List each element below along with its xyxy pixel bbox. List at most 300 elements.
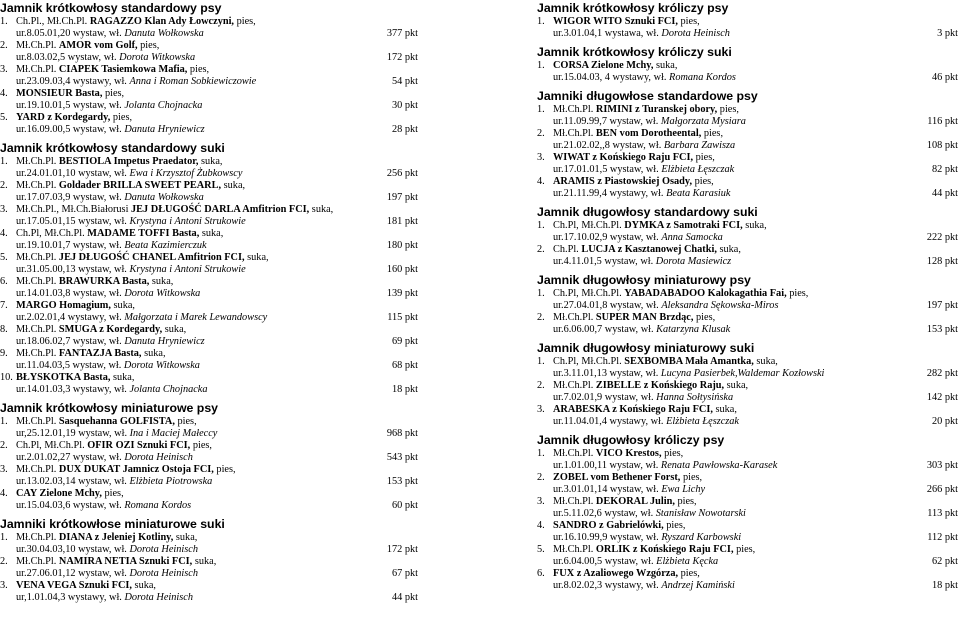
birth-and-shows: ur.3.01.01,14 wystaw, wł. (553, 484, 662, 495)
points: 153 pkt (926, 324, 958, 335)
ranking-entry (537, 244, 958, 268)
dog-name: Sasquehanna GOLFISTA, (58, 416, 175, 427)
entry-line-owner (537, 556, 958, 568)
points: 44 pkt (931, 188, 958, 199)
dog-sex: pies, (102, 88, 125, 99)
dog-titles: Ch.Pl, Mł.Ch.Pl. (553, 220, 625, 231)
section-title: Jamnik krótkowłosy króliczy psy (537, 1, 729, 15)
owner-name: Jolanta Chojnacka (129, 384, 208, 395)
entry-line-dog (0, 40, 418, 52)
rank-number: 2. (537, 312, 545, 323)
owner-name: Danuta Wołkowska (124, 28, 204, 39)
points: 142 pkt (926, 392, 958, 403)
owner-name: Barbara Zawisza (663, 140, 736, 151)
entry-line-dog (537, 176, 958, 188)
rank-number: 1. (537, 16, 545, 27)
entry-line-owner (537, 392, 958, 404)
owner-name: Beata Karasiuk (666, 188, 731, 199)
birth-and-shows: ur.17.05.01,15 wystaw, wł. (16, 216, 130, 227)
dog-name: MADAME TOFFI Basta, (87, 228, 200, 239)
rank-number: 2. (0, 40, 8, 51)
dog-sex: suka, (173, 532, 198, 543)
dog-name: CIAPEK Tasiemkowa Mafia, (58, 64, 188, 75)
dog-name: WIWAT z Końskiego Raju FCI, (553, 152, 694, 163)
rank-number: 6. (0, 276, 8, 287)
owner-name: Romana Kordos (124, 500, 192, 511)
points: 3 pkt (937, 28, 958, 39)
dog-name: FUX z Azaliowego Wzgórza, (553, 568, 679, 579)
ranking-entry (537, 448, 958, 472)
rank-number: 4. (0, 88, 8, 99)
birth-and-shows: ur.8.05.01,20 wystaw, wł. (16, 28, 125, 39)
birth-and-shows: ur.11.04.03,5 wystaw, wł. (16, 360, 124, 371)
owner-name: Dorota Heinisch (124, 592, 194, 603)
entry-line-dog (0, 532, 418, 544)
points: 968 pkt (386, 428, 418, 439)
entry-line-dog (537, 496, 958, 508)
birth-and-shows: ur.17.07.03,9 wystaw, wł. (16, 192, 125, 203)
dog-titles: Mł.Ch.Pl. (553, 312, 596, 323)
points: 172 pkt (386, 544, 418, 555)
rank-number: 2. (0, 440, 8, 451)
dog-sex: pies, (101, 488, 124, 499)
dog-name: SMUGA z Kordegardy, (58, 324, 163, 335)
entry-line-owner (0, 124, 418, 136)
owner-name: Stanisław Nowotarski (655, 508, 746, 519)
entry-line-owner (537, 508, 958, 520)
dog-titles: Ch.Pl, Mł.Ch.Pl. (16, 440, 88, 451)
owner-name: Dorota Heinisch (129, 544, 198, 555)
section-title: Jamnik długowłosy króliczy psy (537, 433, 725, 447)
rank-number: 1. (0, 416, 8, 427)
owner-name: Aleksandra Sękowska-Miros (661, 300, 779, 311)
left-column (0, 0, 418, 604)
rank-number: 3. (0, 64, 8, 75)
entry-line-dog (0, 440, 418, 452)
dog-titles: Ch.Pl, Mł.Ch.Pl. (553, 288, 625, 299)
dog-sex: suka, (110, 300, 135, 311)
entry-line-owner (537, 580, 958, 592)
rank-number: 7. (0, 300, 8, 311)
birth-and-shows: ur.8.02.02,3 wystawy, wł. (553, 580, 662, 591)
entry-line-dog (0, 324, 418, 336)
owner-name: Katarzyna Klusak (656, 324, 731, 335)
dog-name: YARD z Kordegardy, (16, 112, 111, 123)
entry-line-owner (0, 360, 418, 372)
entry-line-dog (0, 252, 418, 264)
entry-line-dog (0, 112, 418, 124)
dog-titles: Mł.Ch.Pl. (16, 40, 59, 51)
points: 282 pkt (926, 368, 958, 379)
entry-line-dog (0, 180, 418, 192)
points: 68 pkt (391, 360, 418, 371)
owner-name: Ewa i Krzysztof Żubkowscy (129, 168, 243, 179)
owner-name: Romana Kordos (669, 72, 736, 83)
rank-number: 1. (537, 220, 545, 231)
entry-line-owner (537, 324, 958, 336)
ranking-section (0, 140, 418, 396)
ranking-section (537, 204, 958, 268)
dog-sex: pies, (190, 440, 212, 451)
dog-sex: suka, (221, 180, 246, 191)
dog-name: FANTAZJA Basta, (58, 348, 142, 359)
ranking-entry (0, 180, 418, 204)
dog-name: JEJ DŁUGOŚĆ DARLA Amfitrion FCI, (131, 204, 310, 215)
rank-number: 4. (0, 488, 8, 499)
entry-line-dog (537, 448, 958, 460)
rank-number: 2. (537, 472, 545, 483)
entry-line-owner (0, 500, 418, 512)
birth-and-shows: ur.24.01.01,10 wystaw, wł. (16, 168, 130, 179)
owner-name: Małgorzata Mysiara (660, 116, 746, 127)
rank-number: 10. (0, 372, 13, 383)
birth-and-shows: ur.27.04.01,8 wystaw, wł. (553, 300, 662, 311)
rank-number: 1. (537, 356, 545, 367)
ranking-entry (537, 568, 958, 592)
section-title: Jamnik długowłosy miniaturowy suki (537, 341, 755, 355)
ranking-entry (537, 60, 958, 84)
entry-line-dog (0, 488, 418, 500)
owner-name: Ewa Lichy (661, 484, 706, 495)
ranking-entry (0, 488, 418, 512)
birth-and-shows: ur.7.02.01,9 wystaw, wł. (553, 392, 657, 403)
dog-titles: Mł.Ch.Pl. (16, 556, 59, 567)
dog-name: NAMIRA NETIA Sznuki FCI, (58, 556, 193, 567)
rank-number: 9. (0, 348, 8, 359)
dog-sex: pies, (693, 312, 716, 323)
dog-name: RAGAZZO Klan Ady Łowczyni, (89, 16, 235, 27)
entry-line-dog (537, 104, 958, 116)
points: 69 pkt (391, 336, 418, 347)
points: 128 pkt (926, 256, 958, 267)
birth-and-shows: ur.11.04.01,4 wystawy, wł. (553, 416, 667, 427)
owner-name: Dorota Witkowska (119, 52, 196, 63)
dog-name: BEN vom Dorotheental, (595, 128, 702, 139)
dog-name: VICO Krestos, (595, 448, 662, 459)
entry-line-owner (0, 428, 418, 440)
dog-sex: pies, (717, 104, 739, 115)
owner-name: Elżbieta Kęcka (656, 556, 719, 567)
dog-titles: Mł.Ch.Pl. (553, 380, 596, 391)
entry-line-owner (537, 232, 958, 244)
dog-name: MARGO Homagium, (16, 300, 111, 311)
dog-sex: pies, (110, 112, 133, 123)
owner-name: Ryszard Karbowski (661, 532, 742, 543)
ranking-entry (0, 300, 418, 324)
birth-and-shows: ur.14.01.03,3 wystawy, wł. (16, 384, 130, 395)
dog-sex: suka, (309, 204, 334, 215)
entry-line-dog (0, 464, 418, 476)
owner-name: Danuta Hryniewicz (124, 336, 205, 347)
ranking-entry (0, 64, 418, 88)
owner-name: Beata Kazimierczuk (124, 240, 207, 251)
dog-sex: pies, (786, 288, 809, 299)
entry-line-dog (0, 416, 418, 428)
ranking-entry (0, 464, 418, 488)
points: 377 pkt (386, 28, 418, 39)
rank-number: 1. (537, 288, 545, 299)
birth-and-shows: ur.16.10.99,9 wystaw, wł. (553, 532, 662, 543)
ranking-entry (537, 356, 958, 380)
rank-number: 4. (0, 228, 8, 239)
points: 303 pkt (926, 460, 958, 471)
entry-line-dog (537, 244, 958, 256)
ranking-section (0, 516, 418, 604)
birth-and-shows: ur.21.11.99,4 wystawy, wł. (553, 188, 667, 199)
entry-line-dog (537, 288, 958, 300)
entry-line-owner (537, 460, 958, 472)
points: 266 pkt (926, 484, 958, 495)
entry-line-dog (0, 580, 418, 592)
dog-sex: suka, (712, 404, 737, 415)
birth-and-shows: ur.17.10.02,9 wystaw, wł. (553, 232, 662, 243)
ranking-section (537, 340, 958, 428)
section-title: Jamnik krótkowłosy króliczy suki (537, 45, 732, 59)
entry-line-owner (0, 568, 418, 580)
ranking-entry (0, 204, 418, 228)
dog-sex: suka, (716, 244, 741, 255)
entry-line-dog (537, 356, 958, 368)
dog-name: RIMINI z Turanskej obory, (595, 104, 718, 115)
dog-name: Goldader BRILLA SWEET PEARL, (58, 180, 222, 191)
birth-and-shows: ur,1.01.04,3 wystawy, wł. (16, 592, 125, 603)
entry-line-owner (0, 52, 418, 64)
ranking-entry (537, 176, 958, 200)
dog-titles: Mł.Ch.Pl. (16, 464, 59, 475)
dog-titles: Mł.Ch.Pl. (16, 156, 59, 167)
dog-name: CAY Zielone Mchy, (16, 488, 102, 499)
ranking-entry (537, 288, 958, 312)
entry-line-owner (0, 264, 418, 276)
owner-name: Danuta Wołkowska (124, 192, 204, 203)
dog-titles: Mł.Ch.Pl. (553, 128, 596, 139)
dog-titles: Mł.Ch.Pl. (16, 416, 59, 427)
dog-name: DYMKA z Samotraki FCI, (624, 220, 743, 231)
entry-line-owner (537, 28, 958, 40)
points: 181 pkt (386, 216, 418, 227)
points: 44 pkt (391, 592, 418, 603)
ranking-entry (0, 440, 418, 464)
dog-titles: Mł.Ch.Pl. (16, 252, 59, 263)
ranking-entry (537, 496, 958, 520)
dog-sex: suka, (110, 372, 135, 383)
entry-line-dog (0, 372, 418, 384)
ranking-entry (0, 252, 418, 276)
rank-number: 3. (537, 152, 545, 163)
points: 20 pkt (931, 416, 958, 427)
birth-and-shows: ur.8.03.02,5 wystaw, wł. (16, 52, 120, 63)
dog-sex: pies, (674, 496, 697, 507)
points: 256 pkt (386, 168, 418, 179)
dog-sex: suka, (199, 228, 224, 239)
birth-and-shows: ur.14.01.03,8 wystaw, wł. (16, 288, 125, 299)
dog-name: OFIR OZI Sznuki FCI, (87, 440, 191, 451)
dog-titles: Mł.Ch.Pl. (553, 104, 596, 115)
owner-name: Krystyna i Antoni Strukowie (129, 264, 246, 275)
rank-number: 2. (537, 128, 545, 139)
ranking-entry (0, 156, 418, 180)
entry-line-owner (0, 384, 418, 396)
owner-name: Hanna Sołtysińska (656, 392, 734, 403)
section-title: Jamniki długowłose standardowe psy (537, 89, 758, 103)
owner-name: Renata Pawłowska-Karasek (660, 460, 778, 471)
owner-name: Krystyna i Antoni Strukowie (129, 216, 246, 227)
points: 153 pkt (386, 476, 418, 487)
ranking-entry (0, 580, 418, 604)
points: 172 pkt (386, 52, 418, 63)
birth-and-shows: ur.2.01.02,27 wystaw, wł. (16, 452, 125, 463)
rank-number: 1. (0, 156, 8, 167)
rank-number: 2. (0, 180, 8, 191)
entry-line-owner (537, 532, 958, 544)
entry-line-owner (0, 336, 418, 348)
birth-and-shows: ur.1.01.00,11 wystaw, wł. (553, 460, 661, 471)
ranking-entry (0, 88, 418, 112)
dog-titles: Ch.Pl, Mł.Ch.Pl. (16, 228, 88, 239)
dog-titles: Ch.Pl. (553, 244, 582, 255)
birth-and-shows: ur.3.11.01,13 wystaw, wł. (553, 368, 661, 379)
points: 112 pkt (927, 532, 958, 543)
owner-name: Dorota Heinisch (661, 28, 730, 39)
entry-line-dog (0, 556, 418, 568)
rank-number: 5. (0, 252, 8, 263)
ranking-section (537, 44, 958, 84)
dog-name: YABADABADOO Kalokagathia Fai, (624, 288, 787, 299)
owner-name: Lucyna Pasierbek,Waldemar Kozłowski (660, 368, 825, 379)
ranking-entry (0, 372, 418, 396)
rank-number: 5. (0, 112, 8, 123)
dog-titles: Ch.Pl, Mł.Ch.Pl. (553, 356, 625, 367)
ranking-entry (537, 404, 958, 428)
entry-line-owner (537, 164, 958, 176)
dog-titles: Mł.Ch.Pl. (553, 448, 596, 459)
rank-number: 3. (0, 580, 8, 591)
ranking-entry (537, 220, 958, 244)
entry-line-owner (0, 76, 418, 88)
birth-and-shows: ur,25.12.01,19 wystaw, wł. (16, 428, 130, 439)
entry-line-owner (0, 592, 418, 604)
dog-name: ORLIK z Końskiego Raju FCI, (595, 544, 734, 555)
rank-number: 5. (537, 544, 545, 555)
birth-and-shows: ur.15.04.03, 4 wystawy, wł. (553, 72, 670, 83)
owner-name: Dorota Witkowska (123, 360, 200, 371)
birth-and-shows: ur.11.09.99,7 wystaw, wł. (553, 116, 661, 127)
dog-sex: suka, (149, 276, 174, 287)
points: 222 pkt (926, 232, 958, 243)
entry-line-dog (0, 276, 418, 288)
entry-line-owner (537, 416, 958, 428)
rank-number: 3. (537, 496, 545, 507)
points: 160 pkt (386, 264, 418, 275)
dog-sex: pies, (733, 544, 756, 555)
dog-name: ARAMIS z Piastowskiej Osady, (553, 176, 693, 187)
ranking-entry (537, 104, 958, 128)
dog-titles: Mł.Ch.Pl., Mł.Ch.Białorusi (16, 204, 132, 215)
entry-line-owner (537, 72, 958, 84)
birth-and-shows: ur.6.06.00,7 wystaw, wł. (553, 324, 657, 335)
owner-name: Dorota Heinisch (124, 452, 193, 463)
points: 82 pkt (931, 164, 958, 175)
dog-sex: pies, (692, 176, 714, 187)
ranking-entry (537, 380, 958, 404)
ranking-section (537, 0, 958, 40)
section-title: Jamnik długowłosy miniaturowy psy (537, 273, 751, 287)
dog-titles: Mł.Ch.Pl. (16, 64, 59, 75)
ranking-entry (0, 324, 418, 348)
points: 113 pkt (927, 508, 958, 519)
dog-titles: Mł.Ch.Pl. (16, 532, 59, 543)
section-title: Jamnik długowłosy standardowy suki (537, 205, 758, 219)
dog-sex: pies, (693, 152, 715, 163)
dog-sex: pies, (663, 520, 686, 531)
dog-name: BESTIOLA Impetus Praedator, (58, 156, 199, 167)
dog-titles: Mł.Ch.Pl. (16, 348, 59, 359)
dog-name: LUCJA z Kasztanowej Chatki, (581, 244, 717, 255)
birth-and-shows: ur.19.10.01,7 wystaw, wł. (16, 240, 125, 251)
birth-and-shows: ur.30.04.03,10 wystaw, wł. (16, 544, 130, 555)
owner-name: Małgorzata i Marek Lewandowscy (124, 312, 268, 323)
dog-titles: Ch.Pl., Mł.Ch.Pl. (16, 16, 90, 27)
dog-sex: suka, (244, 252, 269, 263)
section-title: Jamnik krótkowłosy standardowy suki (0, 141, 225, 155)
dog-sex: suka, (198, 156, 223, 167)
ranking-section (537, 88, 958, 200)
dog-sex: pies, (174, 416, 197, 427)
dog-titles: Mł.Ch.Pl. (16, 324, 59, 335)
birth-and-shows: ur.5.11.02,6 wystaw, wł. (553, 508, 656, 519)
dog-sex: pies, (137, 40, 160, 51)
owner-name: Elżbieta Łęszczak (661, 164, 735, 175)
owner-name: Dorota Heinisch (129, 568, 198, 579)
points: 60 pkt (391, 500, 418, 511)
ranking-entry (0, 40, 418, 64)
ranking-entry (0, 16, 418, 40)
section-title: Jamniki krótkowłose miniaturowe suki (0, 517, 225, 531)
owner-name: Danuta Hryniewicz (124, 124, 205, 135)
dog-titles: Mł.Ch.Pl. (553, 496, 596, 507)
entry-line-dog (0, 64, 418, 76)
birth-and-shows: ur.19.10.01,5 wystaw, wł. (16, 100, 125, 111)
dog-sex: pies, (234, 16, 256, 27)
dog-name: SUPER MAN Brzdąc, (595, 312, 694, 323)
entry-line-dog (0, 88, 418, 100)
dog-name: VENA VEGA Sznuki FCI, (16, 580, 132, 591)
dog-name: BRAWURKA Basta, (58, 276, 150, 287)
ranking-entry (0, 348, 418, 372)
rank-number: 4. (537, 520, 545, 531)
entry-line-owner (537, 300, 958, 312)
points: 116 pkt (927, 116, 958, 127)
dog-name: DUX DUKAT Jamnicz Ostoja FCI, (58, 464, 214, 475)
points: 543 pkt (386, 452, 418, 463)
ranking-entry (0, 276, 418, 300)
entry-line-owner (0, 28, 418, 40)
dog-name: AMOR vom Golf, (58, 40, 138, 51)
dog-sex: pies, (677, 16, 700, 27)
points: 54 pkt (391, 76, 418, 87)
entry-line-owner (0, 476, 418, 488)
entry-line-owner (0, 312, 418, 324)
ranking-section (0, 0, 418, 136)
points: 180 pkt (386, 240, 418, 251)
points: 197 pkt (386, 192, 418, 203)
dog-name: SANDRO z Gabrielówki, (553, 520, 664, 531)
entry-line-dog (537, 128, 958, 140)
entry-line-dog (537, 544, 958, 556)
owner-name: Andrzej Kamiński (661, 580, 735, 591)
entry-line-owner (537, 140, 958, 152)
owner-name: Jolanta Chojnacka (124, 100, 203, 111)
